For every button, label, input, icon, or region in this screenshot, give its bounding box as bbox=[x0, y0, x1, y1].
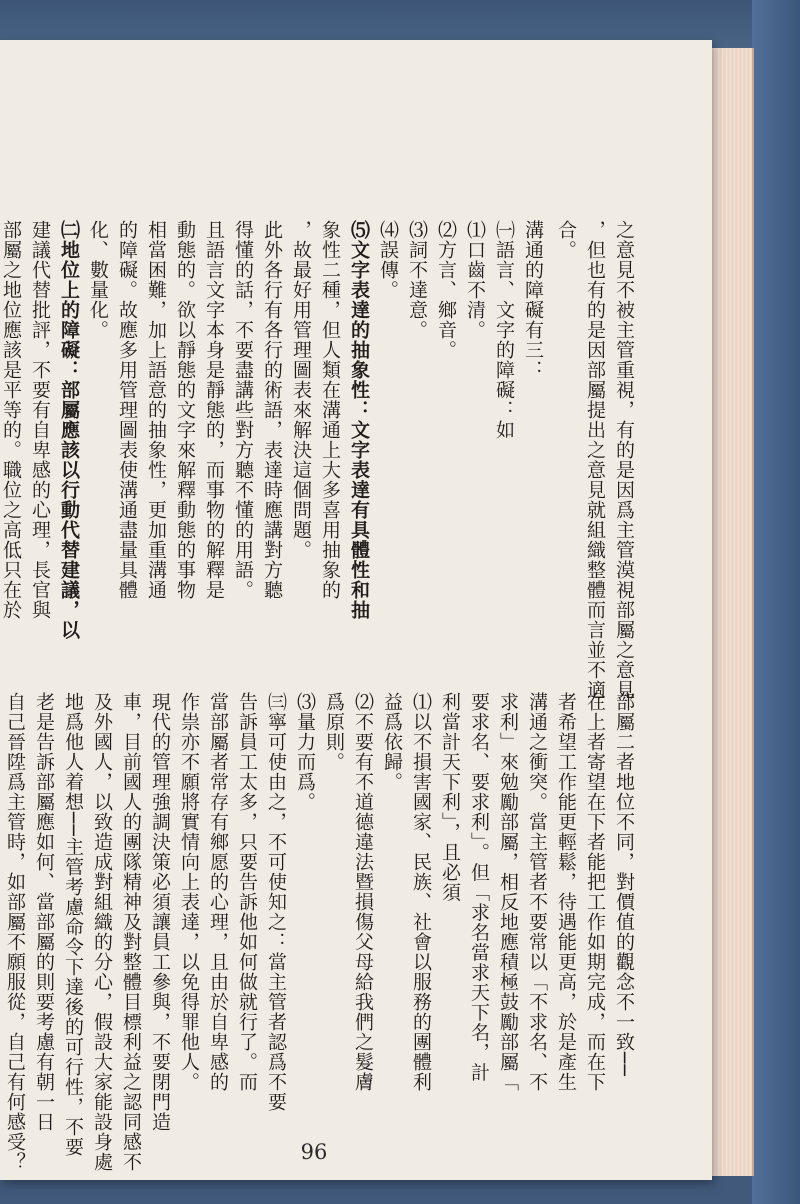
text-column: 得懂的話，不要盡講些對方聽不懂的用語。 bbox=[232, 220, 254, 600]
text-column: 地爲他人着想──主管考慮命令下達後的可行性，不要 bbox=[62, 692, 84, 1157]
text-column: 現代的管理強調決策必須讓員工參與，不要閉門造 bbox=[149, 692, 171, 1132]
text-column: 合。 bbox=[555, 220, 577, 260]
text-column: 車，目前國人的團隊精神及對整體目標利益之認同感不 bbox=[120, 692, 142, 1172]
text-column: ⑶量力而爲。 bbox=[294, 692, 316, 812]
top-text-block bbox=[0, 220, 636, 700]
text-column: 溝通之衝突。當主管者不要常以「不求名、不 bbox=[526, 692, 548, 1092]
text-column: 自己晉陞爲主管時，如部屬不願服從，自己有何感受？ bbox=[4, 692, 26, 1172]
text-column: 的障礙。故應多用管理圖表使溝通盡量具體 bbox=[116, 220, 138, 600]
text-column: 相當困難，加上語意的抽象性，更加重溝通 bbox=[145, 220, 167, 600]
text-column: 要求名、要求利」。但「求名當求天下名，計 bbox=[468, 692, 490, 1083]
text-column: ⑵方言、鄉音。 bbox=[435, 220, 457, 360]
text-column: ，但也有的是因部屬提出之意見就組織整體而言並不適 bbox=[584, 220, 606, 700]
text-column: 此外各行有各行的術語，表達時應講對方聽 bbox=[261, 220, 283, 600]
text-column: 益爲依歸。 bbox=[381, 692, 403, 792]
book-spine bbox=[752, 0, 800, 1204]
text-column: 作祟亦不願將實情向上表達，以免得罪他人。 bbox=[178, 692, 200, 1092]
text-column: 象性二種，但人類在溝通上大多喜用抽象的 bbox=[319, 220, 341, 600]
text-column: ⑸文字表達的抽象性：文字表達有具體性和抽 bbox=[348, 220, 370, 620]
text-column: 之意見不被主管重視，有的是因爲主管漠視部屬之意見 bbox=[613, 220, 635, 700]
text-column: 動態的。欲以靜態的文字來解釋動態的事物 bbox=[174, 220, 196, 600]
text-column: 求利」來勉勵部屬，相反地應積極鼓勵部屬「 bbox=[497, 692, 519, 1092]
text-column: 且語言文字本身是靜態的，而事物的解釋是 bbox=[203, 220, 225, 600]
text-column: 建議代替批評，不要有自卑感的心理，長官與 bbox=[29, 220, 51, 620]
text-column: 化、數量化。 bbox=[87, 220, 109, 340]
text-column: 者希望工作能更輕鬆，待遇能更高，於是產生 bbox=[555, 692, 577, 1092]
text-column: 部屬之地位應該是平等的。職位之高低只在於 bbox=[0, 220, 22, 620]
text-column: ㈡地位上的障礙：部屬應該以行動代替建議，以 bbox=[58, 220, 80, 640]
text-column: 溝通的障礙有三： bbox=[522, 220, 544, 380]
text-column: ，故最好用管理圖表來解決這個問題。 bbox=[290, 220, 312, 560]
text-column: ⑴以不損害國家、民族、社會以服務的團體利 bbox=[410, 692, 432, 1092]
page-number: 96 bbox=[300, 1140, 328, 1164]
text-column: ㈠語言、文字的障礙：如 bbox=[493, 220, 515, 440]
page-stack-edge bbox=[712, 48, 754, 1176]
text-column: 在上者寄望在下者能把工作如期完成，而在下 bbox=[584, 692, 606, 1092]
text-column: ⑴口齒不清。 bbox=[464, 220, 486, 340]
text-column: 告訴員工太多，只要告訴他如何做就行了。而 bbox=[236, 692, 258, 1092]
text-column: 及外國人，以致造成對組織的分心，假設大家能設身處 bbox=[91, 692, 113, 1172]
text-column: ⑶詞不達意。 bbox=[406, 220, 428, 340]
text-column: 老是告訴部屬應如何、當部屬的則要考慮有朝一日 bbox=[33, 692, 55, 1132]
text-column: 部屬二者地位不同，對價值的觀念不一致── bbox=[613, 692, 635, 1077]
text-column: 利當計天下利」，且必須 bbox=[439, 692, 461, 903]
text-column: 爲原則。 bbox=[323, 692, 345, 772]
text-column: 當部屬者常存有鄉愿的心理，且由於自卑感的 bbox=[207, 692, 229, 1092]
text-column: ⑵不要有不道德違法暨損傷父母給我們之髮膚 bbox=[352, 692, 374, 1092]
book-page bbox=[0, 40, 712, 1180]
text-column: ⑷誤傳。 bbox=[377, 220, 399, 300]
text-column: ㈢寧可使由之，不可使知之：當主管者認爲不要 bbox=[265, 692, 287, 1112]
